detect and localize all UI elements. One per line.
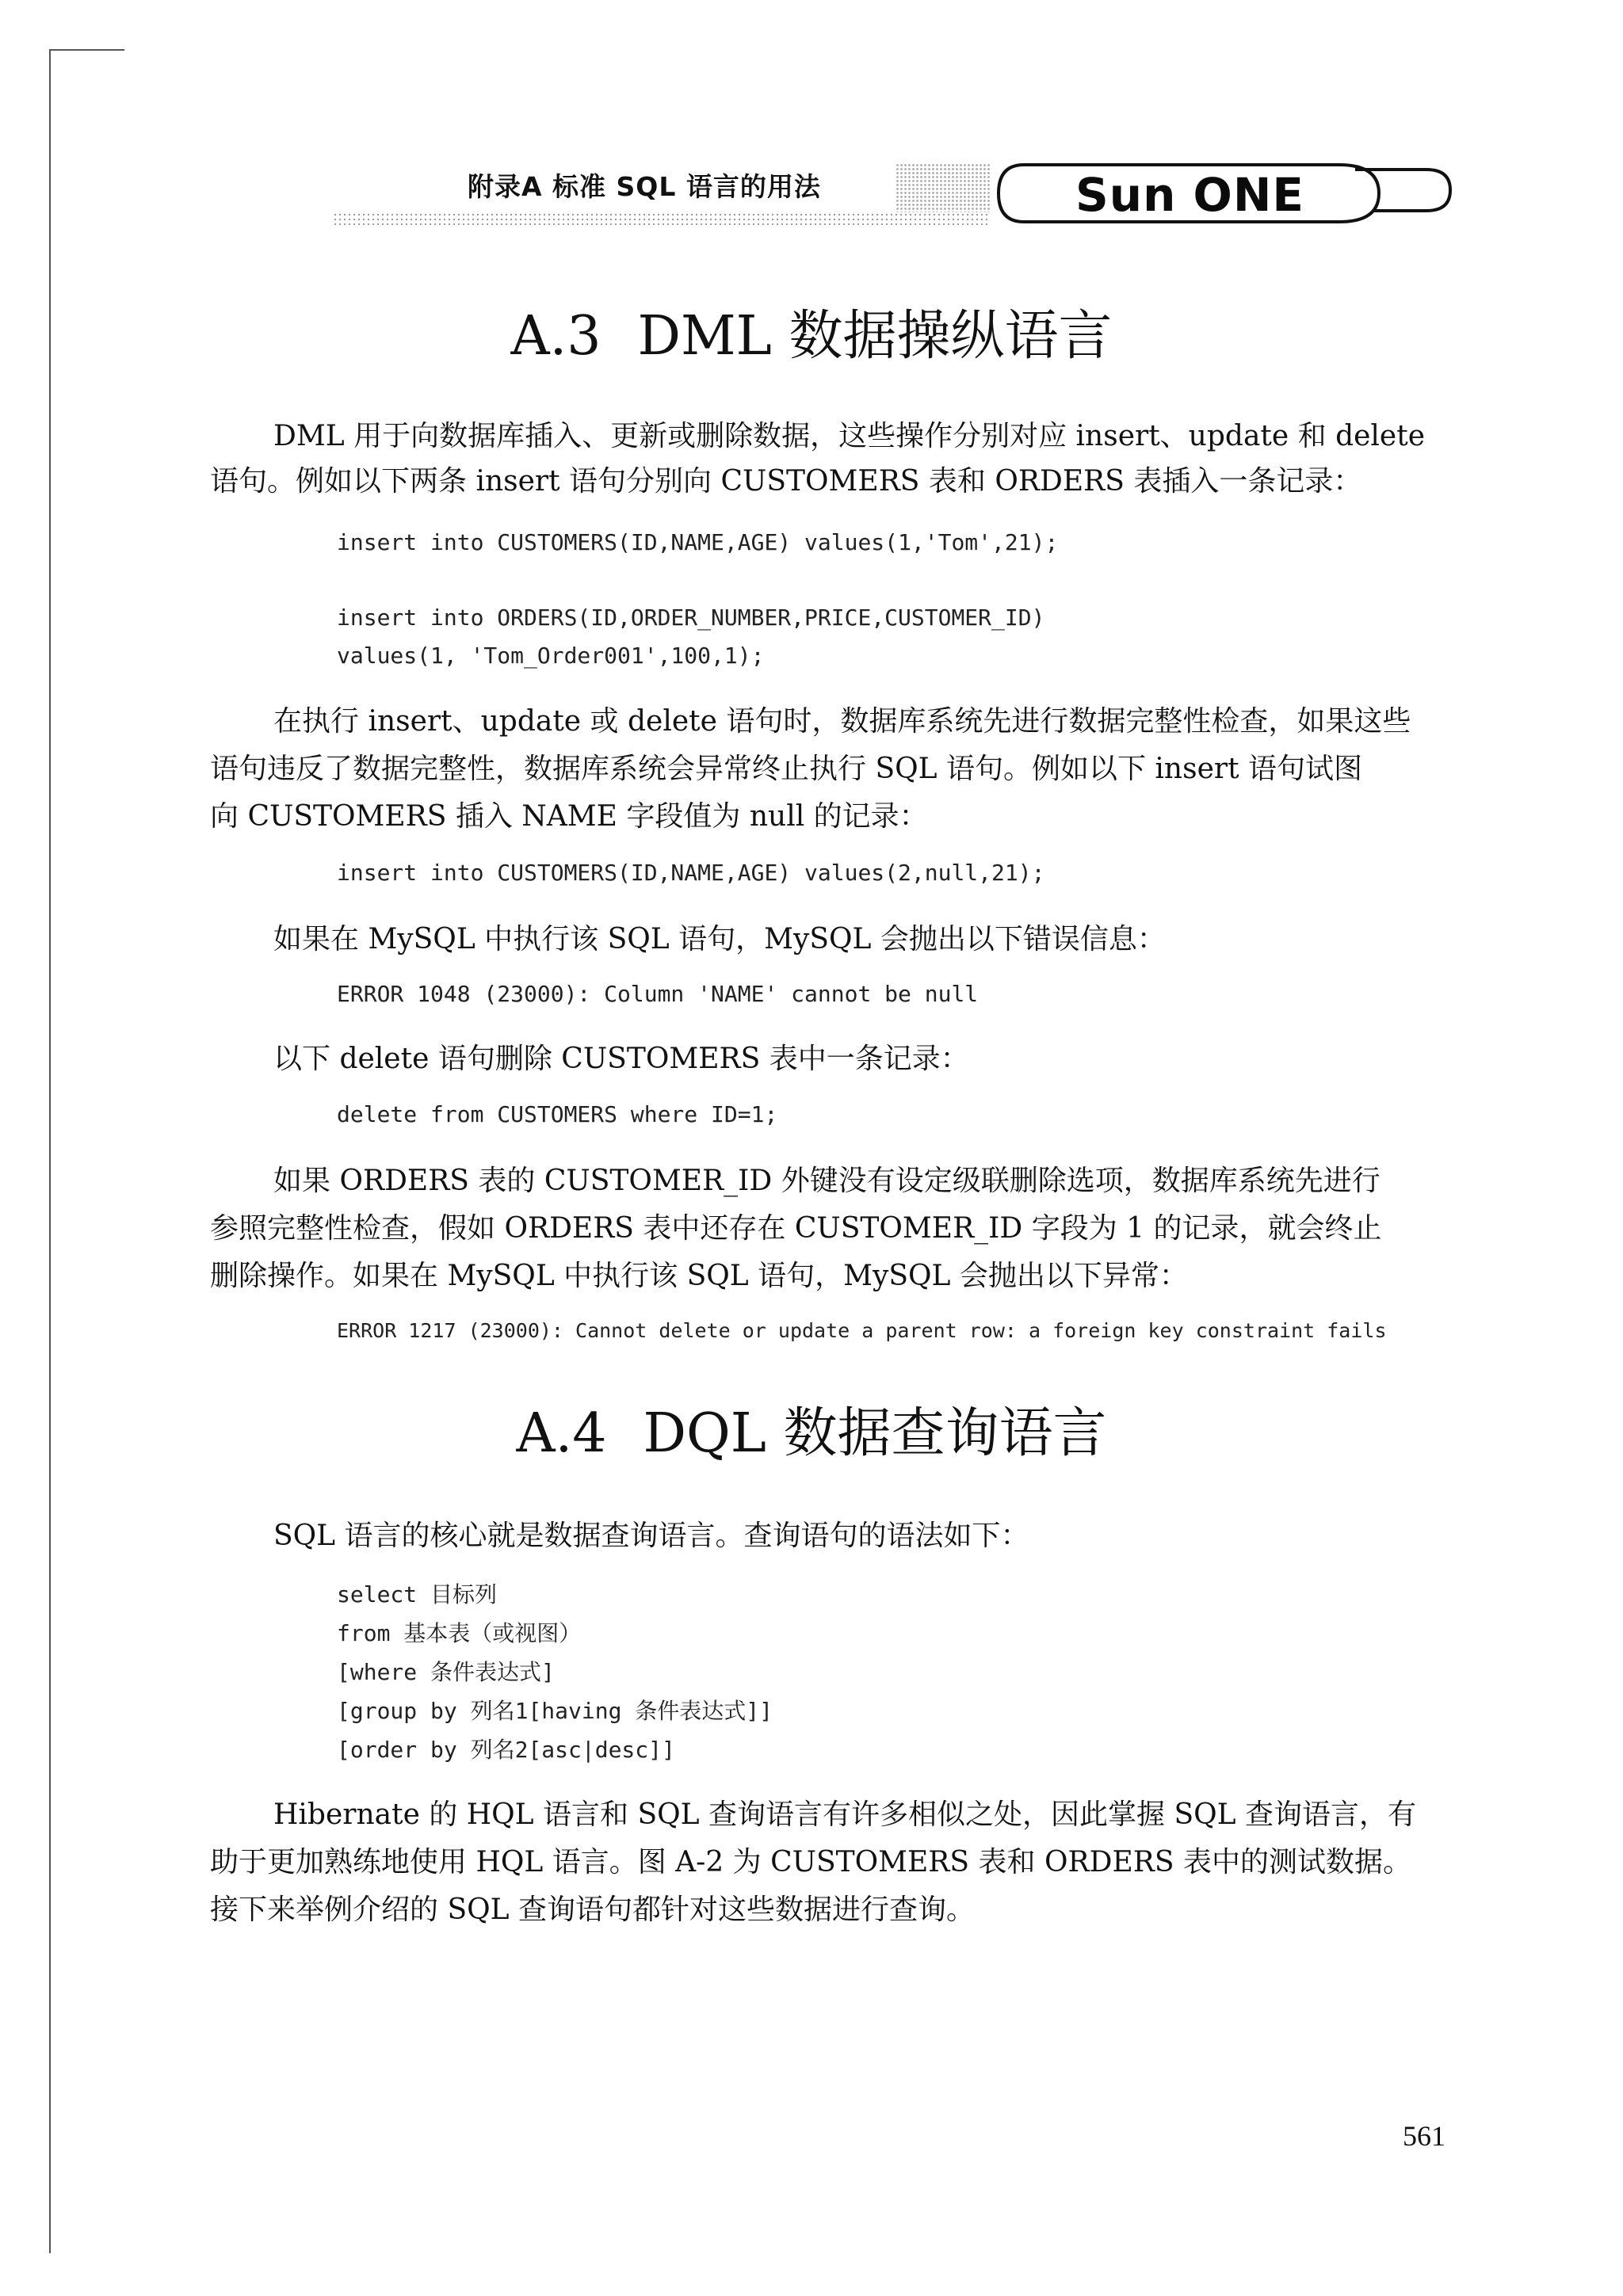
section-title-a4 <box>0 1390 1623 1467</box>
paragraph-line: 向 CUSTOMERS 插入 NAME 字段值为 null 的记录： <box>210 800 928 833</box>
code-line: insert into CUSTOMERS(ID,NAME,AGE) values(2,null,21); <box>337 860 1045 886</box>
section-heading: DQL 数据查询语言 <box>643 1402 1107 1465</box>
page-corner-line <box>49 49 124 51</box>
syntax-line: [group by 列名1[having 条件表达式]] <box>337 1698 773 1724</box>
code-line: delete from CUSTOMERS where ID=1; <box>337 1101 778 1127</box>
syntax-block <box>337 1575 773 1769</box>
code-line: ERROR 1048 (23000): Column 'NAME' cannot be null <box>337 981 979 1007</box>
paragraph-line: 如果 ORDERS 表的 CUSTOMER_ID 外键没有设定级联删除选项，数据库系统先进行 <box>273 1165 1381 1197</box>
code-line: ERROR 1217 (23000): Cannot delete or update a parent row: a foreign key constraint fails <box>337 1319 1387 1342</box>
section-heading: DML 数据操纵语言 <box>637 305 1113 368</box>
header-dither-block <box>896 163 991 212</box>
paragraph-line: 语句违反了数据完整性，数据库系统会异常终止执行 SQL 语句。例如以下 insert 语句试图 <box>210 753 1363 785</box>
paragraph-line: 在执行 insert、update 或 delete 语句时，数据库系统先进行数据完整性检查，如果这些 <box>273 705 1411 738</box>
syntax-line: select 目标列 <box>337 1581 498 1608</box>
paragraph-line: 助于更加熟练地使用 HQL 语言。图 A-2 为 CUSTOMERS 表和 ORDERS 表中的测试数据。 <box>210 1846 1411 1878</box>
section-number: A.3 <box>510 305 601 368</box>
paragraph-line: 语句。例如以下两条 insert 语句分别向 CUSTOMERS 表和 ORDERS 表插入一条记录： <box>210 465 1362 498</box>
paragraph-line: 参照完整性检查，假如 ORDERS 表中还存在 CUSTOMER_ID 字段为 1 的记录，就会终止 <box>210 1212 1382 1245</box>
syntax-line: [order by 列名2[asc|desc]] <box>337 1737 675 1763</box>
brand-logo-text: Sun ONE <box>1075 168 1305 222</box>
page-number: 561 <box>1403 2120 1445 2152</box>
paragraph-line: SQL 语言的核心就是数据查询语言。查询语句的语法如下： <box>273 1520 1029 1552</box>
syntax-line: from 基本表（或视图） <box>337 1620 582 1646</box>
paragraph-line: Hibernate 的 HQL 语言和 SQL 查询语言有许多相似之处，因此掌握 SQL 查询语言，有 <box>273 1798 1416 1831</box>
header-dither-band <box>333 212 991 225</box>
running-header: 附录A 标准 SQL 语言的用法 <box>468 171 821 202</box>
paragraph-line: 以下 delete 语句删除 CUSTOMERS 表中一条记录： <box>273 1043 969 1075</box>
code-line: insert into ORDERS(ID,ORDER_NUMBER,PRICE,CUSTOMER_ID) <box>337 605 1045 631</box>
paragraph-line: 接下来举例介绍的 SQL 查询语句都针对这些数据进行查询。 <box>210 1894 975 1926</box>
code-line: insert into CUSTOMERS(ID,NAME,AGE) values(1,'Tom',21); <box>337 529 1059 555</box>
paragraph-line: 如果在 MySQL 中执行该 SQL 语句，MySQL 会抛出以下错误信息： <box>273 923 1166 955</box>
paragraph-line: 删除操作。如果在 MySQL 中执行该 SQL 语句，MySQL 会抛出以下异常： <box>210 1260 1188 1292</box>
page-edge-line <box>49 49 51 2253</box>
section-title-a3 <box>0 293 1623 370</box>
section-number: A.4 <box>516 1402 607 1465</box>
code-line: values(1, 'Tom_Order001',100,1); <box>337 643 765 669</box>
paragraph-line: DML 用于向数据库插入、更新或删除数据，这些操作分别对应 insert、update 和 delete <box>273 420 1426 452</box>
syntax-line: [where 条件表达式] <box>337 1659 555 1685</box>
